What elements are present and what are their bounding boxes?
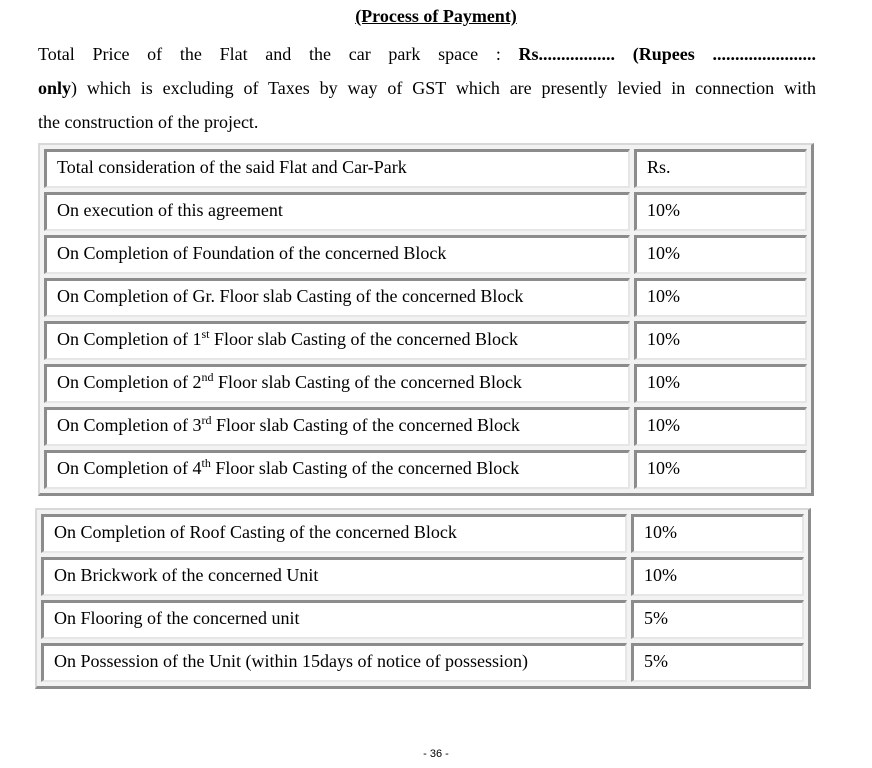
table-row <box>41 600 804 639</box>
payment-percentage: 10% <box>634 235 807 274</box>
payment-percentage: 10% <box>634 192 807 231</box>
payment-stage <box>44 364 630 403</box>
stage-text: On Completion of 2 <box>57 372 202 392</box>
intro-text-1: Total Price of the Flat and the car park space : <box>38 44 519 64</box>
stage-text: On Brickwork of the concerned Unit <box>54 565 319 585</box>
stage-text: On execution of this agreement <box>57 200 283 220</box>
payment-stage <box>41 514 627 553</box>
payment-percentage: 10% <box>634 321 807 360</box>
payment-stage <box>41 600 627 639</box>
table-row <box>44 192 807 231</box>
ordinal-suffix: th <box>201 456 211 470</box>
payment-percentage: Rs. <box>634 149 807 188</box>
stage-text: On Completion of 4 <box>57 458 202 478</box>
rupees-blank: (Rupees ....................... <box>632 44 817 64</box>
stage-text-rest: Floor slab Casting of the concerned Block <box>211 415 520 435</box>
table-row <box>44 364 807 403</box>
payment-stage <box>44 407 630 446</box>
payment-stage <box>44 192 630 231</box>
ordinal-suffix: st <box>201 327 210 341</box>
table-row <box>44 278 807 317</box>
payment-stage <box>44 321 630 360</box>
payment-stage <box>44 278 630 317</box>
payment-schedule-table-2 <box>35 508 811 689</box>
intro-line-2 <box>38 71 816 105</box>
payment-schedule-table-1 <box>38 143 814 496</box>
payment-stage <box>44 235 630 274</box>
stage-text: On Completion of Gr. Floor slab Casting of the concerned Block <box>57 286 524 306</box>
payment-stage <box>44 450 630 489</box>
payment-percentage: 10% <box>634 407 807 446</box>
page-number: - 36 - <box>423 748 449 760</box>
table-row <box>44 149 807 188</box>
ordinal-suffix: rd <box>201 413 212 427</box>
stage-text-rest: Floor slab Casting of the concerned Block <box>213 372 522 392</box>
rs-blank: Rs................. <box>518 44 616 64</box>
stage-text: On Completion of 1 <box>57 329 202 349</box>
stage-text: On Flooring of the concerned unit <box>54 608 300 628</box>
stage-text-rest: Floor slab Casting of the concerned Block <box>210 458 520 478</box>
payment-stage <box>44 149 630 188</box>
payment-percentage: 10% <box>631 514 804 553</box>
payment-percentage: 10% <box>634 278 807 317</box>
payment-stage <box>41 557 627 596</box>
payment-percentage: 5% <box>631 643 804 682</box>
table-row <box>44 235 807 274</box>
stage-text: On Possession of the Unit (within 15days of notice of possession) <box>54 651 528 671</box>
stage-text-rest: Floor slab Casting of the concerned Block <box>209 329 518 349</box>
stage-text: On Completion of Foundation of the concerned Block <box>57 243 447 263</box>
intro-text-2: ) which is excluding of Taxes by way of GST which are presently levied in connection with <box>71 78 816 98</box>
payment-percentage: 10% <box>631 557 804 596</box>
stage-text: Total consideration of the said Flat and Car-Park <box>57 157 407 177</box>
table-row <box>44 407 807 446</box>
only-text: only <box>38 78 72 98</box>
ordinal-suffix: nd <box>201 370 214 384</box>
stage-text: On Completion of Roof Casting of the concerned Block <box>54 522 457 542</box>
table-row <box>41 557 804 596</box>
table-row <box>41 643 804 682</box>
intro-line-1 <box>38 37 816 71</box>
stage-text: On Completion of 3 <box>57 415 202 435</box>
table-row <box>44 450 807 489</box>
payment-percentage: 5% <box>631 600 804 639</box>
payment-percentage: 10% <box>634 450 807 489</box>
table-row <box>41 514 804 553</box>
payment-percentage: 10% <box>634 364 807 403</box>
table-row <box>44 321 807 360</box>
payment-stage <box>41 643 627 682</box>
intro-paragraph <box>38 37 816 139</box>
intro-line-3: the construction of the project. <box>38 112 259 132</box>
page-heading: (Process of Payment) <box>355 6 517 26</box>
